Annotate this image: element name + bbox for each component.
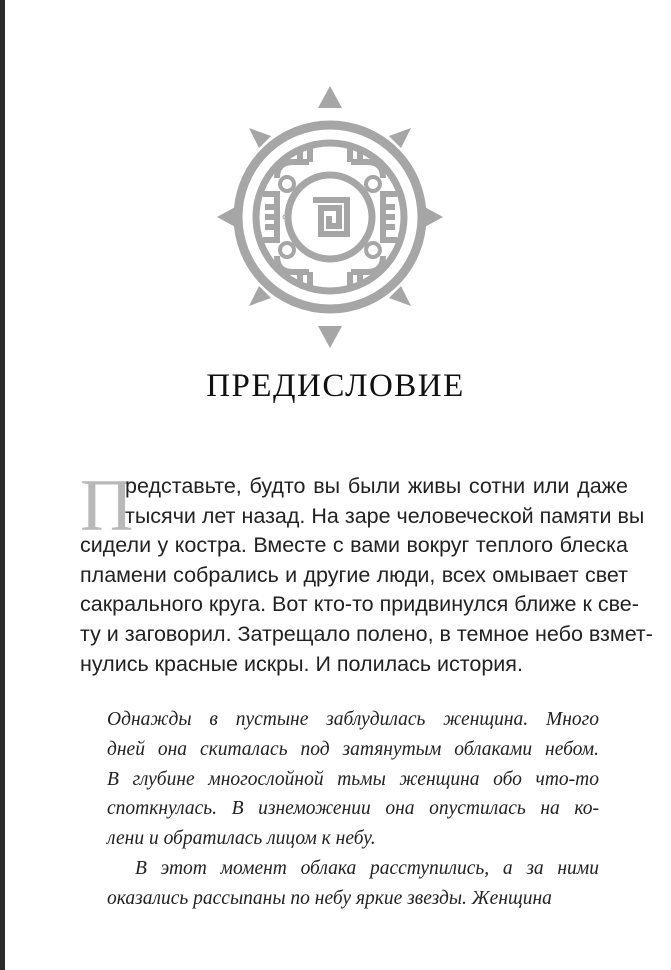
drop-cap: П [80,465,134,547]
tale-line: В глубине многослойной тьмы женщина обо что-то [107,768,599,790]
tale-line: Однажды в пустыне заблудилась женщина. Много [107,709,599,730]
aztec-sun-icon [205,82,455,352]
chapter-title: ПРЕДИСЛОВИЕ [206,368,465,404]
tale-line: В этот момент облака расступились, а за ними [135,857,599,879]
intro-line: пламени собрались и другие люди, всех омывает свет [80,562,628,587]
intro-paragraph [80,465,653,679]
tale-line: лени и обратилась лицом к небу. [107,828,376,850]
tale-excerpt [107,705,599,914]
tale-line: дней она скиталась под затянутым облаками небом. [107,738,599,760]
tale-line: споткнулась. В изнеможении она опустилась на ко- [107,798,599,820]
intro-line: нулись красные искры. И полилась история. [80,651,523,676]
page-edge [0,0,5,970]
intro-line: редставьте, будто вы были живы сотни или даже [125,474,628,498]
tale-line: оказались рассыпаны по небу яркие звезды. Женщина [107,887,552,909]
intro-line: ту и заговорил. Затрещало полено, в темное небо взмет- [80,621,653,646]
intro-line: сакрального круга. Вот кто-то придвинулся ближе к све- [80,592,639,617]
intro-line: сидели у костра. Вместе с вами вокруг теплого блеска [80,533,628,558]
intro-line: тысячи лет назад. На заре человеческой памяти вы [125,503,645,528]
